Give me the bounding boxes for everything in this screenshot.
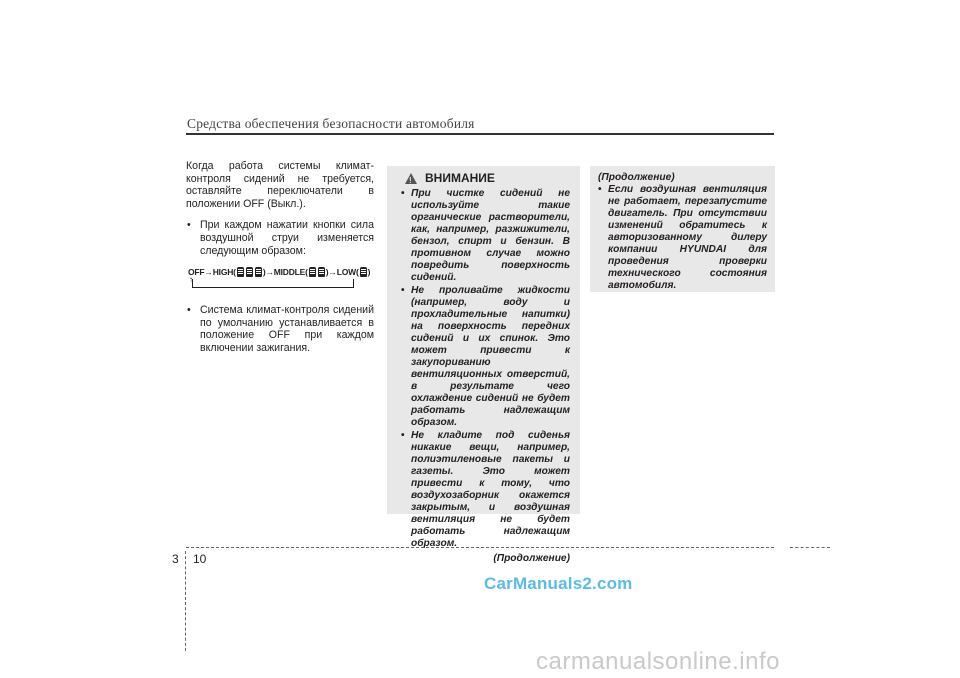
note-item: • Если воздушная вентиляция не работает, перезапустите двигатель. При отсутствии изменений обратитесь к авторизованному дилеру компании HYUNDAI для проведения проверки технического состояния автомобиля. <box>598 184 767 292</box>
seq-low: LOW( <box>336 267 359 278</box>
bullet-airflow: • При каждом нажатии кнопки сила воздушной струи изменяется следующим образом: <box>186 219 374 257</box>
seq-high: HIGH( <box>212 267 236 278</box>
page-header-title: Средства обеспечения безопасности автомобиля <box>187 116 475 131</box>
warning-item: • Не кладите под сиденья никакие вещи, например, полиэтиленовые пакеты и газеты. Это может привести к тому, что воздухозаборник окажется закрытым, и воздушная вентиляция не будет работать надлежащим образом. <box>401 430 570 550</box>
seat-fan-icon <box>309 267 316 277</box>
warning-item: • При чистке сидений не используйте такие органические растворители, как, например, разжижители, бензол, спирт и бензин. В противном случае можно повредить поверхность сидений. <box>401 188 570 284</box>
footer-rule-right <box>790 547 830 548</box>
continued-note-box <box>590 166 775 292</box>
seq-off: OFF <box>188 267 205 278</box>
intro-paragraph: Когда работа системы климат-контроля сидений не требуется, оставляйте переключатели в положении OFF (Выкл.). <box>186 160 374 210</box>
warning-title: ВНИМАНИЕ <box>425 171 495 185</box>
watermark-carmanuals2: CarManuals2.com <box>484 574 633 593</box>
seq-close: ) <box>325 267 329 278</box>
seat-fan-icon <box>246 267 253 277</box>
seq-arrow: → <box>328 267 337 278</box>
page-number: 10 <box>193 552 207 566</box>
warning-header <box>401 172 570 184</box>
note-continued-label: (Продолжение) <box>598 172 675 183</box>
header-rule <box>186 133 774 135</box>
footer-rule <box>186 547 774 548</box>
section-number: 3 <box>172 552 179 566</box>
sequence-text <box>188 266 370 279</box>
seat-fan-icon <box>318 267 325 277</box>
airflow-sequence-diagram <box>186 266 374 292</box>
sequence-return-line <box>192 279 354 288</box>
watermark-carmanualsonline: carmanualsonline.info <box>536 648 780 675</box>
left-column <box>186 160 374 364</box>
warning-continued: (Продолжение) <box>493 553 570 564</box>
bullet-default-off: • Система климат-контроля сидений по умолчанию устанавливается в положение OFF при каждом включении зажигания. <box>186 304 374 354</box>
warning-box <box>387 166 580 564</box>
warning-item: • Не проливайте жидкости (например, воду и прохладительные напитки) на поверхность передних сидений и их спинок. Это может привести к закупориванию вентиляционных отверстий, в результате чего охлаждение сидений не будет работать надлежащим образом. <box>401 285 570 429</box>
seq-close: ) <box>262 267 266 278</box>
seq-arrow: → <box>265 267 274 278</box>
seq-arrow: → <box>204 267 213 278</box>
warning-triangle-icon <box>405 173 417 184</box>
seat-fan-icon <box>237 267 244 277</box>
seq-close: ) <box>367 267 371 278</box>
footer-vertical-rule <box>185 551 186 651</box>
seq-middle: MIDDLE( <box>273 267 308 278</box>
return-arrow-icon: ↑ <box>189 275 193 285</box>
seat-fan-icon <box>255 267 262 277</box>
seat-fan-icon <box>360 267 367 277</box>
